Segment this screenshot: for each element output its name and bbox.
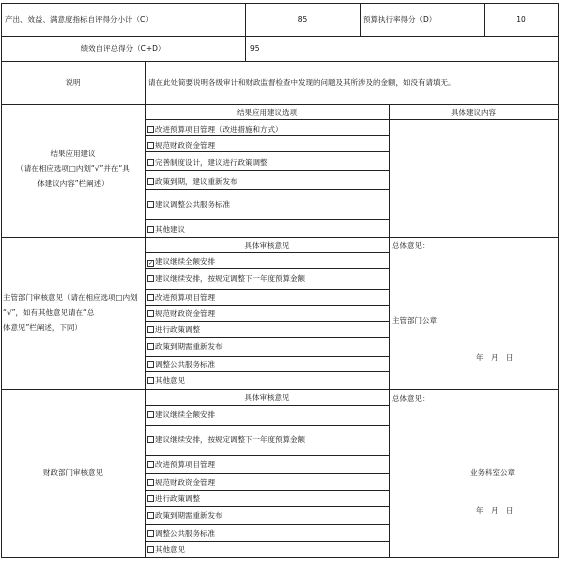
- checkbox[interactable]: [147, 275, 154, 282]
- section2-date: 年 月 日: [476, 353, 514, 362]
- rule: [145, 61, 146, 558]
- section2-option[interactable]: 其他意见: [147, 375, 185, 386]
- checkbox[interactable]: [147, 361, 154, 368]
- rule: [145, 189, 389, 190]
- subtotal-score-label: 产出、效益、满意度指标自评得分小计（C）: [5, 15, 153, 24]
- checkbox[interactable]: [147, 546, 154, 553]
- section3-seal: 业务科室公章: [470, 468, 515, 477]
- checkbox[interactable]: [147, 377, 154, 384]
- rule: [145, 337, 389, 338]
- section3-option[interactable]: 建议继续安排，按规定调整下一年度预算金额: [147, 434, 305, 445]
- rule: [145, 219, 389, 220]
- section2-label-line: 主管部门审核意见（请在相应选项□内划: [3, 293, 138, 302]
- checkbox[interactable]: [147, 411, 154, 418]
- checkbox[interactable]: [147, 178, 154, 185]
- section3-option[interactable]: 建议继续全额安排: [147, 409, 215, 420]
- subtotal-score-value: 85: [297, 15, 308, 24]
- rule: [558, 3, 559, 558]
- section1-label-line: 结果应用建议: [50, 149, 96, 158]
- checkbox[interactable]: [147, 495, 154, 502]
- section2-header: 具体审核意见: [244, 241, 290, 250]
- checkbox[interactable]: [147, 326, 154, 333]
- checked-checkbox[interactable]: ✓: [148, 260, 154, 267]
- section3-option[interactable]: 改进预算项目管理: [147, 459, 215, 470]
- section1-detail-header: 具体建议内容: [451, 108, 496, 117]
- section3-option[interactable]: 政策到期需重新发布: [147, 510, 223, 521]
- checkbox[interactable]: [147, 126, 154, 133]
- checkbox[interactable]: [147, 142, 154, 149]
- checkbox[interactable]: [147, 343, 154, 350]
- rule: [145, 119, 559, 120]
- checkbox[interactable]: [147, 159, 154, 166]
- budget-score-label: 预算执行率得分（D）: [363, 15, 437, 24]
- note-text: 请在此处简要说明各级审计和财政监督检查中发现的问题及其所涉及的金额，如没有请填无。: [148, 78, 456, 87]
- rule: [145, 455, 389, 456]
- section2-option[interactable]: 改进预算项目管理: [147, 292, 215, 303]
- section2-option[interactable]: 规范财政资金管理: [147, 308, 215, 319]
- checkbox[interactable]: [147, 512, 154, 519]
- section3-option[interactable]: 进行政策调整: [147, 493, 200, 504]
- checkbox[interactable]: [147, 201, 154, 208]
- rule: [145, 371, 389, 372]
- rule: [360, 3, 361, 36]
- section2-label-line: 体意见”栏阐述，下同）: [3, 323, 82, 332]
- rule: [145, 289, 389, 290]
- rule: [1, 104, 559, 105]
- checkbox[interactable]: [147, 479, 154, 486]
- note-label: 说明: [65, 78, 81, 87]
- section3-header: 具体审核意见: [244, 393, 290, 402]
- checkbox[interactable]: [147, 294, 154, 301]
- section2-option[interactable]: ✓ 建议继续全额安排: [148, 257, 215, 267]
- section2-option[interactable]: 政策到期需重新发布: [147, 341, 223, 352]
- rule: [1, 237, 559, 238]
- budget-score-value: 10: [516, 15, 526, 24]
- section3-option[interactable]: 其他意见: [147, 544, 185, 555]
- total-score-value: 95: [250, 44, 260, 53]
- rule: [145, 541, 389, 542]
- section3-date: 年 月 日: [476, 506, 514, 515]
- section1-label-line: 体建议内容”栏阐述）: [37, 179, 109, 188]
- rule: [145, 356, 389, 357]
- section1-option[interactable]: 完善制度设计，建议进行政策调整: [147, 157, 268, 168]
- rule: [145, 405, 389, 406]
- section2-option[interactable]: 进行政策调整: [147, 324, 200, 335]
- rule: [145, 305, 389, 306]
- section1-option[interactable]: 政策到期，建议重新发布: [147, 176, 238, 187]
- rule: [145, 321, 389, 322]
- section3-option[interactable]: 调整公共服务标准: [147, 528, 215, 539]
- checkbox[interactable]: [147, 226, 154, 233]
- section1-label-line: （请在相应选项□内划“√”并在“具: [16, 164, 130, 173]
- rule: [145, 268, 389, 269]
- section1-option[interactable]: 其他建议: [147, 224, 185, 235]
- section1-option[interactable]: 改进预算项目管理（改进措施和方式）: [147, 124, 283, 135]
- rule: [145, 524, 389, 525]
- section2-seal: 主管部门公章: [392, 316, 437, 325]
- rule: [245, 3, 246, 61]
- section3-option[interactable]: 规范财政资金管理: [147, 477, 215, 488]
- checkbox[interactable]: [147, 310, 154, 317]
- rule: [1, 61, 559, 62]
- checkbox[interactable]: [147, 530, 154, 537]
- rule: [389, 104, 390, 558]
- rule: [145, 473, 389, 474]
- section2-option[interactable]: 调整公共服务标准: [147, 359, 215, 370]
- rule: [1, 557, 559, 558]
- rule: [1, 389, 559, 390]
- rule: [145, 170, 389, 171]
- finance-review-label: 财政部门审核意见: [43, 468, 103, 477]
- checkbox[interactable]: [147, 436, 154, 443]
- section3-overall-opinion: 总体意见：: [392, 394, 430, 403]
- rule: [145, 252, 389, 253]
- section1-options-header: 结果应用建议选项: [237, 108, 297, 117]
- rule: [145, 135, 389, 136]
- rule: [145, 506, 389, 507]
- rule: [145, 425, 389, 426]
- rule: [1, 3, 559, 4]
- rule: [145, 151, 389, 152]
- section2-option[interactable]: 建议继续安排，按规定调整下一年度预算金额: [147, 273, 305, 284]
- section1-option[interactable]: 规范财政资金管理: [147, 140, 215, 151]
- section1-option[interactable]: 建议调整公共服务标准: [147, 199, 230, 210]
- section2-overall-opinion: 总体意见：: [392, 241, 430, 250]
- rule: [145, 490, 389, 491]
- checkbox[interactable]: [147, 461, 154, 468]
- rule: [1, 36, 559, 37]
- section2-label-line: “√”，如有其他意见请在“总: [3, 308, 95, 317]
- total-score-label: 绩效自评总得分（C+D）: [80, 44, 166, 53]
